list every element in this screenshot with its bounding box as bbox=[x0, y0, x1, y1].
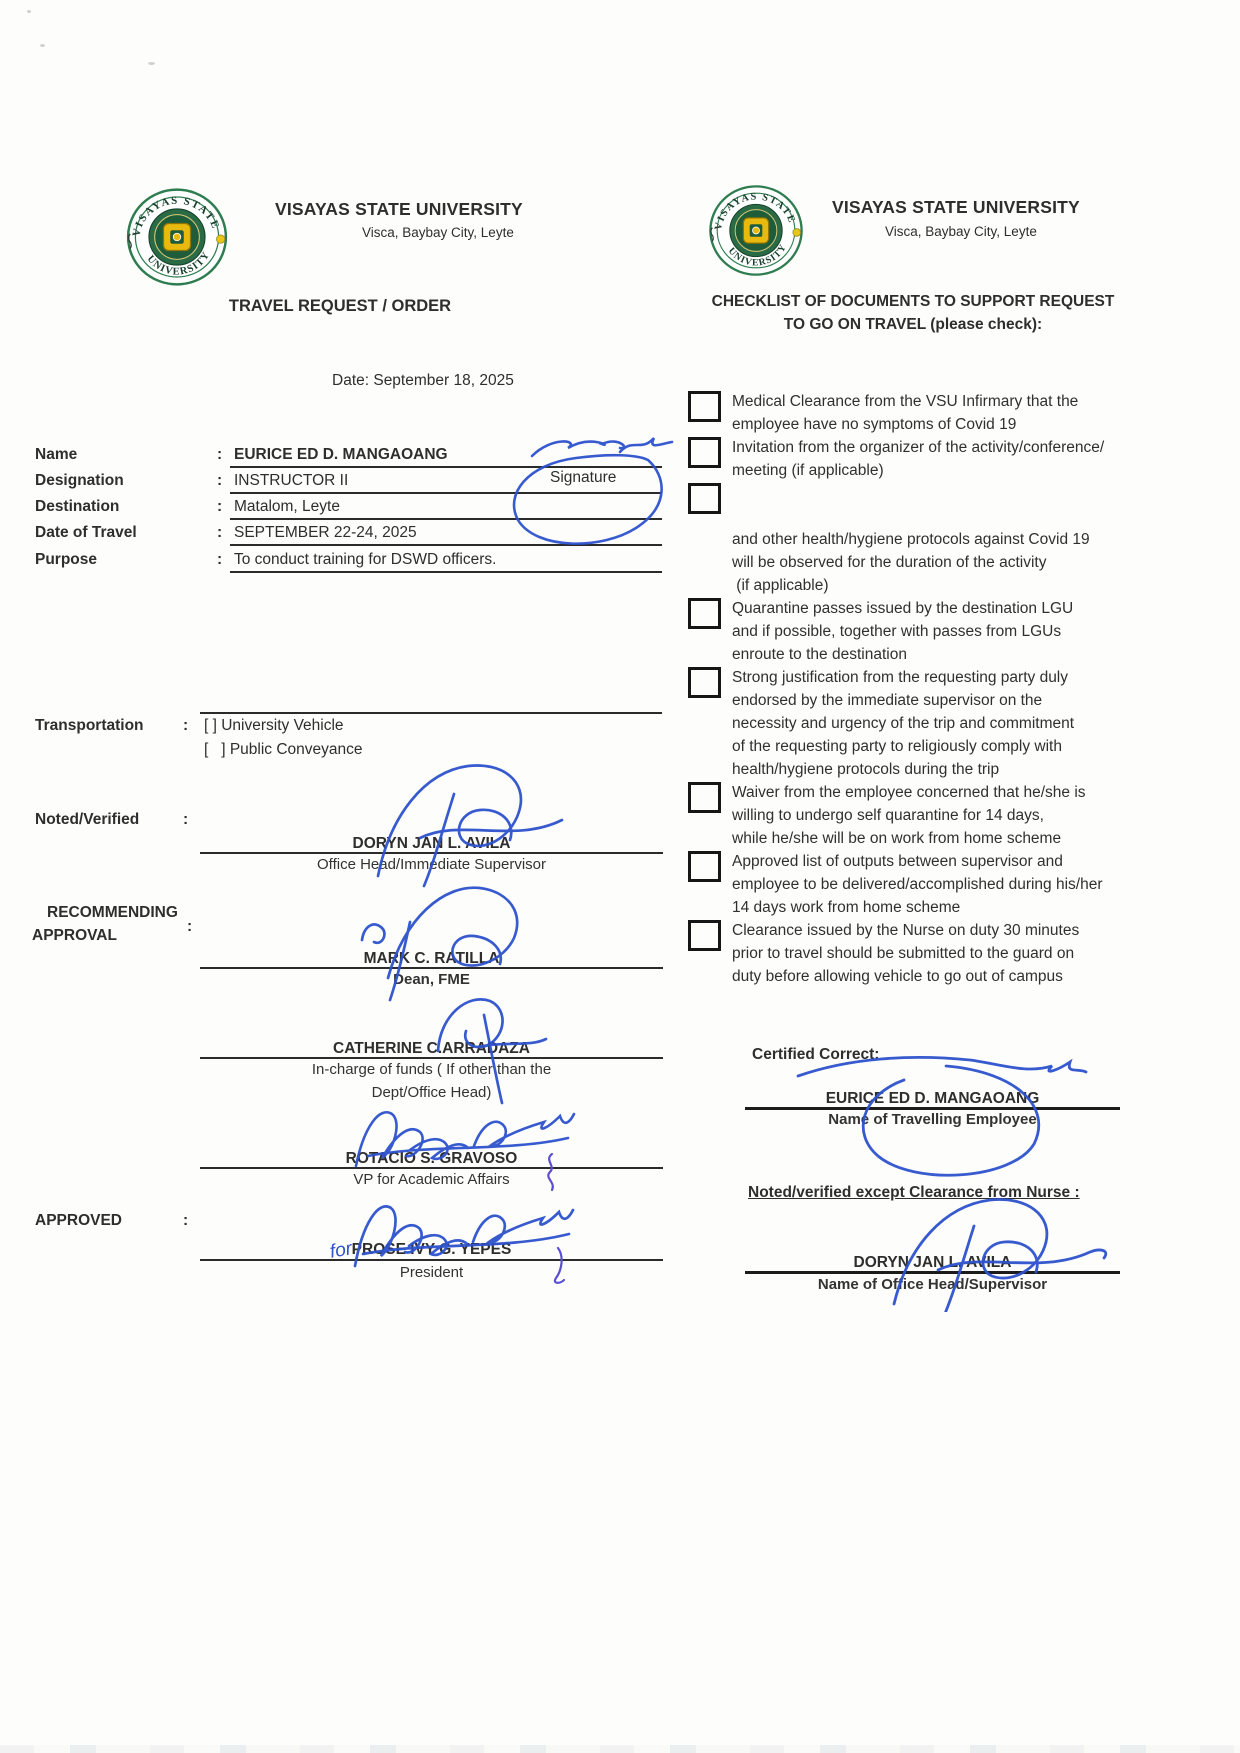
office-head-name: DORYN JAN L. AVILA bbox=[853, 1254, 1012, 1271]
checklist-text: willing to undergo self quarantine for 14 days, bbox=[732, 807, 1044, 824]
checklist-text: 14 days work from home scheme bbox=[732, 899, 961, 916]
form-title: TRAVEL REQUEST / ORDER bbox=[228, 297, 452, 315]
checklist-text: Approved list of outputs between supervisor and bbox=[732, 853, 1063, 870]
scan-speck bbox=[40, 44, 45, 47]
signature-line bbox=[745, 1107, 1120, 1110]
field-underline bbox=[230, 492, 662, 494]
field-underline bbox=[230, 571, 662, 573]
university-address-right: Visca, Baybay City, Leyte bbox=[885, 224, 1037, 239]
checklist-text: (if applicable) bbox=[732, 577, 829, 594]
signatory-name-yepes: PROSE IVY G. YEPES bbox=[351, 1241, 512, 1258]
checklist-title-line1: CHECKLIST OF DOCUMENTS TO SUPPORT REQUEST bbox=[711, 293, 1115, 310]
checklist-text: Clearance issued by the Nurse on duty 30 minutes bbox=[732, 922, 1080, 939]
date-line: Date: September 18, 2025 bbox=[332, 372, 514, 389]
scan-speck bbox=[27, 10, 31, 13]
signatory-caption-avila: Office Head/Immediate Supervisor bbox=[317, 856, 546, 873]
signature-line bbox=[200, 1057, 663, 1059]
signatory-caption-arradaza-2: Dept/Office Head) bbox=[371, 1084, 492, 1101]
checkbox-icon bbox=[688, 851, 721, 882]
checkbox-icon bbox=[688, 782, 721, 813]
signature-ink-avila-right bbox=[880, 1192, 1120, 1312]
checklist-text: Waiver from the employee concerned that he/she is bbox=[732, 784, 1086, 801]
university-name-left: VISAYAS STATE UNIVERSITY bbox=[275, 199, 523, 219]
checklist-text: meeting (if applicable) bbox=[732, 462, 884, 479]
checkbox-icon bbox=[688, 667, 721, 698]
checklist-item bbox=[688, 390, 1140, 436]
field-value-date-of-travel: SEPTEMBER 22-24, 2025 bbox=[234, 524, 417, 541]
signatory-name-ratilla: MARK C. RATILLA bbox=[363, 950, 500, 967]
vsu-seal-logo-right bbox=[706, 182, 806, 279]
colon: : bbox=[183, 811, 189, 828]
field-value-designation: INSTRUCTOR II bbox=[234, 472, 349, 489]
certified-correct-label: Certified Correct: bbox=[752, 1046, 880, 1063]
scan-speck bbox=[148, 62, 155, 65]
signature-ink-yepes bbox=[345, 1178, 577, 1278]
scan-edge-artifact bbox=[0, 1745, 1240, 1753]
checklist-title-line2: TO GO ON TRAVEL (please check): bbox=[783, 316, 1043, 333]
approved-label: APPROVED bbox=[35, 1212, 122, 1229]
vsu-seal-logo-left bbox=[123, 185, 231, 289]
checklist-text: necessity and urgency of the trip and commitment bbox=[732, 715, 1075, 732]
checkbox-icon bbox=[688, 437, 721, 468]
field-value-name: EURICE ED D. MANGAOANG bbox=[234, 446, 448, 463]
checklist-text: duty before allowing vehicle to go out of campus bbox=[732, 968, 1063, 985]
colon: : bbox=[217, 446, 223, 463]
checklist-text: and if possible, together with passes from LGUs bbox=[732, 623, 1062, 640]
office-head-caption: Name of Office Head/Supervisor bbox=[817, 1276, 1048, 1293]
colon: : bbox=[217, 551, 223, 568]
checklist-item bbox=[688, 436, 1140, 482]
checklist-text: and other health/hygiene protocols against Covid 19 bbox=[732, 531, 1090, 548]
checklist-item bbox=[688, 919, 1140, 988]
checklist-text: prior to travel should be submitted to the guard on bbox=[732, 945, 1075, 962]
colon: : bbox=[217, 524, 223, 541]
transport-option-university-vehicle: [ ] University Vehicle bbox=[204, 717, 344, 734]
field-label-destination: Destination bbox=[35, 498, 120, 515]
checklist-text bbox=[732, 505, 1140, 528]
field-label-purpose: Purpose bbox=[35, 551, 98, 568]
transportation-label: Transportation bbox=[35, 717, 144, 734]
checklist-text: Quarantine passes issued by the destination LGU bbox=[732, 600, 1074, 617]
noted-except-nurse-label: Noted/verified except Clearance from Nurse : bbox=[748, 1184, 1080, 1201]
colon: : bbox=[183, 1212, 189, 1229]
signature-line bbox=[200, 967, 663, 969]
checklist-item bbox=[688, 850, 1140, 919]
signature-line bbox=[200, 1259, 663, 1261]
checklist-item bbox=[688, 482, 1140, 597]
checklist-item bbox=[688, 597, 1140, 666]
noted-verified-label: Noted/Verified bbox=[35, 811, 140, 828]
checklist-text: health/hygiene protocols during the trip bbox=[732, 761, 1000, 778]
field-underline bbox=[230, 544, 662, 546]
checklist-text bbox=[732, 482, 1140, 505]
signature-line bbox=[745, 1271, 1120, 1274]
checklist-text: will be observed for the duration of the activity bbox=[732, 554, 1047, 571]
field-label-date-of-travel: Date of Travel bbox=[35, 524, 137, 541]
travelling-employee-name: EURICE ED D. MANGAOANG bbox=[825, 1090, 1040, 1107]
checklist-text: Medical Clearance from the VSU Infirmary that the bbox=[732, 393, 1079, 410]
checklist-text: employee have no symptoms of Covid 19 bbox=[732, 416, 1017, 433]
checklist-text: employee to be delivered/accomplished during his/her bbox=[732, 876, 1103, 893]
checklist-text: endorsed by the immediate supervisor on the bbox=[732, 692, 1043, 709]
checklist-text: enroute to the destination bbox=[732, 646, 907, 663]
signatory-name-gravoso: ROTACIO S. GRAVOSO bbox=[345, 1150, 518, 1167]
field-underline bbox=[230, 518, 662, 520]
checkbox-icon bbox=[688, 391, 721, 422]
transport-top-line bbox=[200, 712, 662, 714]
signatory-caption-gravoso: VP for Academic Affairs bbox=[353, 1171, 510, 1188]
field-label-designation: Designation bbox=[35, 472, 124, 489]
handwritten-for-annotation: for bbox=[328, 1238, 354, 1263]
checklist-item bbox=[688, 666, 1140, 781]
signature-line bbox=[200, 1167, 663, 1169]
signatory-caption-yepes: President bbox=[399, 1264, 464, 1281]
colon: : bbox=[183, 717, 189, 734]
signature-line bbox=[200, 852, 663, 854]
checklist-item bbox=[688, 781, 1140, 850]
signatory-name-arradaza: CATHERINE C.ARRADAZA bbox=[333, 1040, 530, 1057]
signatory-caption-ratilla: Dean, FME bbox=[393, 971, 470, 988]
recommending-label: RECOMMENDING bbox=[47, 904, 178, 921]
signatory-caption-arradaza-1: In-charge of funds ( If other than the bbox=[311, 1061, 552, 1078]
field-label-name: Name bbox=[35, 446, 78, 463]
field-value-destination: Matalom, Leyte bbox=[234, 498, 340, 515]
checkbox-icon bbox=[688, 920, 721, 951]
checklist-text: while he/she will be on work from home scheme bbox=[732, 830, 1062, 847]
transport-option-public-conveyance: [ ] Public Conveyance bbox=[204, 741, 363, 758]
university-address-left: Visca, Baybay City, Leyte bbox=[362, 225, 514, 240]
university-name-right: VISAYAS STATE UNIVERSITY bbox=[832, 197, 1080, 217]
travelling-employee-caption: Name of Travelling Employee bbox=[828, 1111, 1037, 1128]
colon: : bbox=[187, 918, 193, 935]
checkbox-icon bbox=[688, 598, 721, 629]
colon: : bbox=[217, 472, 223, 489]
checklist bbox=[688, 390, 1140, 988]
checkbox-icon bbox=[688, 483, 721, 514]
colon: : bbox=[217, 498, 223, 515]
signatory-name-avila: DORYN JAN L. AVILA bbox=[352, 835, 511, 852]
signature-caption: Signature bbox=[550, 469, 617, 486]
field-value-purpose: To conduct training for DSWD officers. bbox=[234, 551, 497, 568]
checklist-text: Invitation from the organizer of the activity/conference/ bbox=[732, 439, 1105, 456]
checklist-text: Strong justification from the requesting party duly bbox=[732, 669, 1069, 686]
checklist-text: of the requesting party to religiously comply with bbox=[732, 738, 1062, 755]
approval-label: APPROVAL bbox=[32, 927, 117, 944]
